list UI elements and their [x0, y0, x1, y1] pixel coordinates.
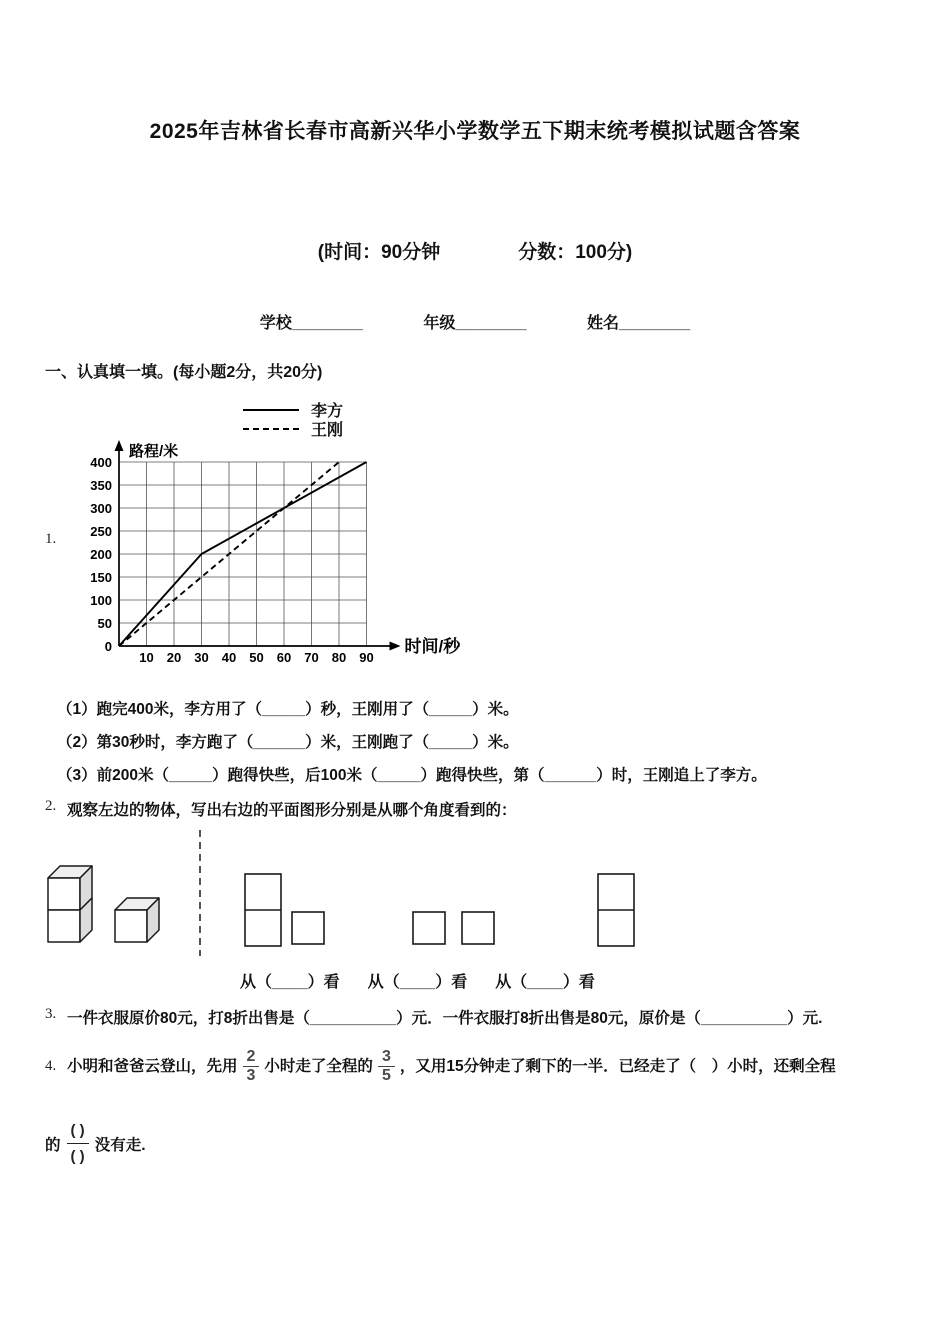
grade-blank: 年级________: [423, 315, 527, 332]
svg-text:30: 30: [194, 650, 209, 665]
svg-text:50: 50: [97, 616, 112, 631]
question-3-number: 3.: [45, 1006, 57, 1022]
question-1-sub3: （3）前200米（_____）跑得快些，后100米（_____）跑得快些，第（______）时，王刚追上了李方。: [57, 767, 767, 784]
svg-text:80: 80: [331, 650, 347, 665]
legend-item-lifang: [243, 400, 473, 419]
question-2: [45, 798, 905, 824]
svg-text:时间/秒: 时间/秒: [404, 637, 461, 656]
student-info-row: [45, 310, 905, 333]
question-1-number: 1.: [45, 531, 57, 547]
score-label: 分数：100分): [518, 242, 633, 263]
fraction-three-fifths: $\frac{3}{5}$: [378, 1048, 395, 1086]
chart-legend: [243, 400, 473, 438]
svg-text:300: 300: [90, 501, 112, 516]
svg-text:200: 200: [90, 547, 112, 562]
question-1: [45, 400, 905, 679]
svg-text:10: 10: [139, 650, 154, 665]
question-2-captions: [240, 969, 905, 992]
svg-text:60: 60: [276, 650, 292, 665]
view-shape-side: [598, 874, 634, 946]
section1-heading: 一、认真填一填。(每小题2分，共20分): [45, 364, 323, 381]
legend-label: 王刚: [311, 422, 344, 439]
svg-text:150: 150: [90, 570, 112, 585]
cube-views-figure: [45, 828, 925, 958]
legend-label: 李方: [311, 403, 344, 420]
question-2-number: 2.: [45, 798, 57, 814]
question-4-tail-prefix: 的: [45, 1136, 61, 1154]
question-1-sub1: （1）跑完400米，李方用了（_____）秒，王刚用了（_____）米。: [57, 701, 519, 718]
question-3: [45, 1006, 905, 1032]
svg-text:350: 350: [90, 478, 112, 493]
question-1-sub2: （2）第30秒时，李方跑了（______）米，王刚跑了（_____）米。: [57, 734, 519, 751]
svg-text:50: 50: [249, 650, 264, 665]
question-4: [45, 1048, 905, 1086]
svg-text:90: 90: [359, 650, 374, 665]
dashed-line-icon: [243, 428, 299, 430]
question-4-tail-suffix: 没有走.: [94, 1136, 146, 1154]
cube-stack-3d: [48, 866, 92, 942]
blank-fraction: $\frac{( )}{( )}$: [67, 1120, 89, 1168]
solid-line-icon: [243, 409, 299, 411]
question-4-part2: 小时走了全程的: [264, 1057, 373, 1075]
chart-figure: [73, 400, 473, 679]
view-caption: 从（____）看: [495, 974, 595, 991]
question-4-line2: [45, 1120, 905, 1168]
svg-text:400: 400: [90, 455, 112, 470]
school-blank: 学校________: [259, 315, 363, 332]
question-2-figure: [45, 828, 905, 963]
question-4-part1: 小明和爸爸云登山，先用: [67, 1057, 238, 1075]
question-3-text: 一件衣服原价80元，打8折出售是（__________）元．一件衣服打8折出售是80元，原价是（__________）元.: [67, 1010, 823, 1027]
view-caption: 从（____）看: [240, 974, 340, 991]
view-shape-front: [245, 874, 324, 946]
question-2-text: 观察左边的物体，写出右边的平面图形分别是从哪个角度看到的：: [67, 802, 517, 819]
line-chart: [73, 440, 473, 674]
exam-meta-row: [45, 237, 905, 264]
legend-item-wanggang: [243, 419, 473, 438]
question-4-number: 4.: [45, 1058, 57, 1075]
view-caption: 从（____）看: [367, 974, 468, 991]
question-4-part3: ，又用15分钟走了剩下的一半．已经走了（ ）小时，还剩全程: [399, 1057, 836, 1075]
page-title: 2025年吉林省长春市高新兴华小学数学五下期末统考模拟试题含答案: [149, 120, 801, 143]
name-blank: 姓名________: [587, 315, 691, 332]
time-label: (时间：90分钟: [317, 242, 441, 263]
svg-text:100: 100: [90, 593, 112, 608]
view-shape-top: [413, 912, 494, 944]
question-4-text: [67, 1048, 905, 1086]
svg-text:0: 0: [104, 639, 112, 654]
svg-text:路程/米: 路程/米: [129, 443, 179, 460]
fraction-two-thirds: $\frac{2}{3}$: [243, 1048, 260, 1086]
svg-text:40: 40: [221, 650, 237, 665]
svg-text:250: 250: [90, 524, 112, 539]
svg-text:20: 20: [166, 650, 182, 665]
single-cube-3d: [115, 898, 159, 942]
svg-text:70: 70: [304, 650, 319, 665]
